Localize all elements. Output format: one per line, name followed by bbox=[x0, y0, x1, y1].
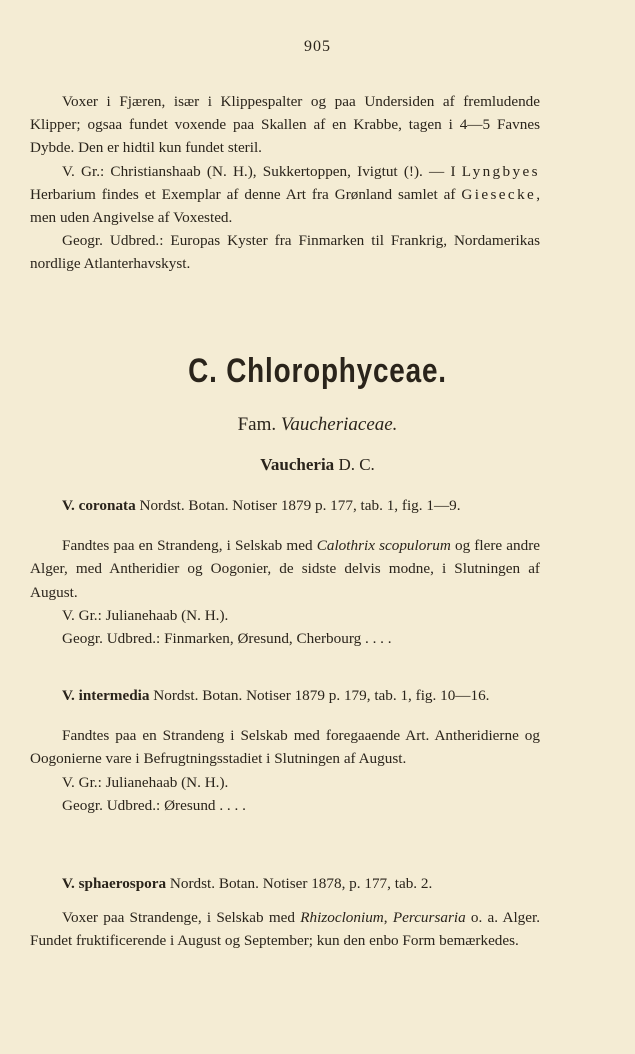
section-title: C. Chlorophyceae. bbox=[188, 352, 447, 390]
voxested-text: , men uden Angivelse af Voxested. bbox=[30, 185, 540, 227]
species-heading bbox=[30, 684, 540, 707]
species-coronata bbox=[30, 494, 540, 650]
species-distribution: Geogr. Udbred.: Øresund . . . . bbox=[62, 796, 246, 814]
herbarium-text: Herbarium findes et Exemplar af denne Art fra Grønland samlet af bbox=[30, 185, 456, 203]
distribution-paragraph: Geogr. Udbred.: Europas Kyster fra Finmarken til Frankrig, Nordamerikas nordlige Atlanterhavskyst. bbox=[30, 232, 540, 273]
species-description bbox=[30, 534, 540, 604]
family-prefix: Fam. bbox=[237, 414, 277, 435]
genus-name: Vaucheria bbox=[260, 455, 335, 474]
description-text: Voxer paa Strandenge, i Selskab med bbox=[62, 909, 295, 927]
locality-paragraph bbox=[30, 160, 540, 230]
species-citation: Nordst. Botan. Notiser 1878, p. 177, tab. 2. bbox=[169, 875, 433, 892]
species-name: V. sphaerospora bbox=[62, 875, 167, 892]
page-number: 905 bbox=[304, 38, 331, 55]
family-name: Vaucheriaceae. bbox=[280, 414, 398, 435]
associate-species-2: Percursaria bbox=[392, 909, 466, 927]
species-distribution: Geogr. Udbred.: Finmarken, Øresund, Cherbourg . . . . bbox=[62, 630, 392, 648]
species-intermedia bbox=[30, 684, 540, 817]
associate-species-1: Rhizoclonium bbox=[300, 909, 384, 927]
species-locality: V. Gr.: Julianehaab (N. H.). bbox=[62, 606, 229, 624]
description-text-cont: o. a. Alger. Fundet fruktificerende i August og September; kun den enbo Form bemærkedes. bbox=[30, 909, 541, 950]
associate-species: Calothrix scopulorum bbox=[316, 537, 451, 555]
species-heading bbox=[30, 494, 540, 517]
species-locality: V. Gr.: Julianehaab (N. H.). bbox=[62, 773, 229, 791]
locality-text: V. Gr.: Christianshaab (N. H.), Sukkertoppen, Ivigtut (!). — I bbox=[62, 162, 456, 180]
comma: , bbox=[383, 909, 388, 927]
species-heading bbox=[30, 872, 540, 895]
species-sphaerospora bbox=[30, 872, 540, 953]
species-citation: Nordst. Botan. Notiser 1879 p. 179, tab. 1, fig. 10—16. bbox=[153, 687, 490, 704]
family-heading bbox=[0, 414, 635, 436]
species-description bbox=[30, 906, 540, 952]
giesecke-name: Giesecke bbox=[461, 185, 537, 203]
species-description: Fandtes paa en Strandeng i Selskab med foregaaende Art. Antheridierne og Oogonierne vare i Befrugtningsstadiet i Slutningen af August. bbox=[30, 727, 540, 768]
habitat-paragraph: Voxer i Fjæren, især i Klippespalter og paa Undersiden af fremludende Klipper; ogsaa fundet voxende paa Skallen af en Krabbe, tagen i 4—5 Favnes Dybde. Den er hidtil kun fundet steril. bbox=[30, 93, 540, 157]
lyngbye-name: Lyngbyes bbox=[461, 162, 540, 180]
species-citation: Nordst. Botan. Notiser 1879 p. 177, tab. 1, fig. 1—9. bbox=[139, 497, 461, 514]
species-name: V. intermedia bbox=[62, 687, 150, 704]
genus-author: D. C. bbox=[338, 455, 375, 474]
top-text-block bbox=[30, 90, 540, 276]
species-name: V. coronata bbox=[62, 497, 136, 514]
description-text: Fandtes paa en Strandeng, i Selskab med bbox=[62, 537, 313, 555]
description-text-cont: og flere andre Alger, med Antheridier og Oogonier, de sidste delvis modne, i Slutningen af August. bbox=[30, 537, 541, 601]
genus-heading bbox=[0, 455, 635, 475]
